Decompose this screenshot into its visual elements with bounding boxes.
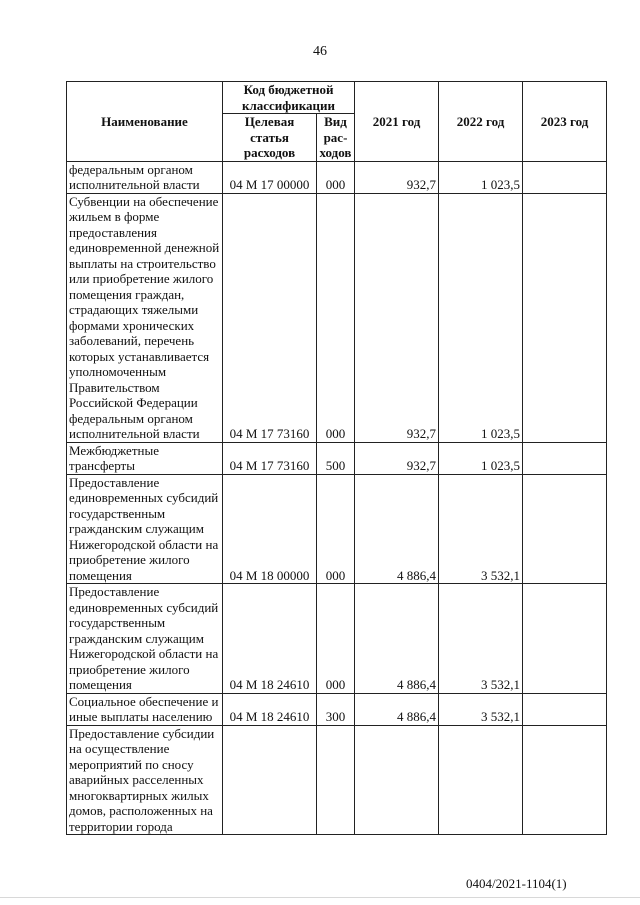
row-code: 04 М 18 24610 — [223, 693, 317, 725]
header-2022: 2022 год — [439, 82, 523, 162]
row-code: 04 М 17 00000 — [223, 161, 317, 193]
row-name: Предоставление единовременных субсидий государственным гражданским служащим Нижегородской области на приобретение жилого помещения — [67, 584, 223, 694]
row-2022: 1 023,5 — [439, 193, 523, 442]
row-name: Социальное обеспечение и иные выплаты населению — [67, 693, 223, 725]
header-2023: 2023 год — [523, 82, 607, 162]
row-vid: 000 — [317, 584, 355, 694]
row-2022: 1 023,5 — [439, 161, 523, 193]
row-name: федеральным органом исполнительной власти — [67, 161, 223, 193]
row-code: 04 М 17 73160 — [223, 442, 317, 474]
row-2021: 932,7 — [355, 442, 439, 474]
row-2021: 932,7 — [355, 161, 439, 193]
row-vid: 300 — [317, 693, 355, 725]
row-name: Предоставление единовременных субсидий государственным гражданским служащим Нижегородской области на приобретение жилого помещения — [67, 474, 223, 584]
row-2022 — [439, 725, 523, 835]
row-vid: 500 — [317, 442, 355, 474]
row-2023 — [523, 693, 607, 725]
header-name: Наименование — [67, 82, 223, 162]
table-row — [67, 161, 607, 193]
row-name: Предоставление субсидии на осуществление мероприятий по сносу аварийных расселенных многоквартирных жилых домов, расположенных на территории города — [67, 725, 223, 835]
table-row — [67, 725, 607, 835]
row-2022: 1 023,5 — [439, 442, 523, 474]
row-2022: 3 532,1 — [439, 584, 523, 694]
row-code: 04 М 18 00000 — [223, 474, 317, 584]
table-row — [67, 693, 607, 725]
header-expense-type: Вид рас-ходов — [317, 114, 355, 162]
row-code: 04 М 18 24610 — [223, 584, 317, 694]
row-2021: 4 886,4 — [355, 693, 439, 725]
page-number: 46 — [313, 44, 327, 59]
row-code — [223, 725, 317, 835]
header-target-article: Целевая статья расходов — [223, 114, 317, 162]
row-vid: 000 — [317, 161, 355, 193]
table-row — [67, 442, 607, 474]
header-kbk: Код бюджетной классификации — [223, 82, 355, 114]
row-code: 04 М 17 73160 — [223, 193, 317, 442]
row-2021: 4 886,4 — [355, 584, 439, 694]
row-name: Субвенции на обеспечение жильем в форме предоставления единовременной денежной выплаты на строительство или приобретение жилого помещения граждан, страдающих тяжелыми формами хронических заболеваний, перечень которых устанавливается уполномоченным Правительством Российской Федерации федеральным органом исполнительной власти — [67, 193, 223, 442]
row-2023 — [523, 474, 607, 584]
row-2021: 4 886,4 — [355, 474, 439, 584]
row-vid — [317, 725, 355, 835]
row-2021 — [355, 725, 439, 835]
row-vid: 000 — [317, 474, 355, 584]
row-2023 — [523, 161, 607, 193]
row-2021: 932,7 — [355, 193, 439, 442]
header-2021: 2021 год — [355, 82, 439, 162]
row-name: Межбюджетные трансферты — [67, 442, 223, 474]
row-2023 — [523, 584, 607, 694]
row-2022: 3 532,1 — [439, 693, 523, 725]
row-2023 — [523, 725, 607, 835]
row-2023 — [523, 193, 607, 442]
row-2023 — [523, 442, 607, 474]
scan-edge-divider — [0, 897, 640, 898]
row-2022: 3 532,1 — [439, 474, 523, 584]
table-row — [67, 584, 607, 694]
table-row — [67, 193, 607, 442]
table-row — [67, 474, 607, 584]
document-code: 0404/2021-1104(1) — [466, 876, 567, 891]
budget-table — [66, 81, 607, 835]
row-vid: 000 — [317, 193, 355, 442]
